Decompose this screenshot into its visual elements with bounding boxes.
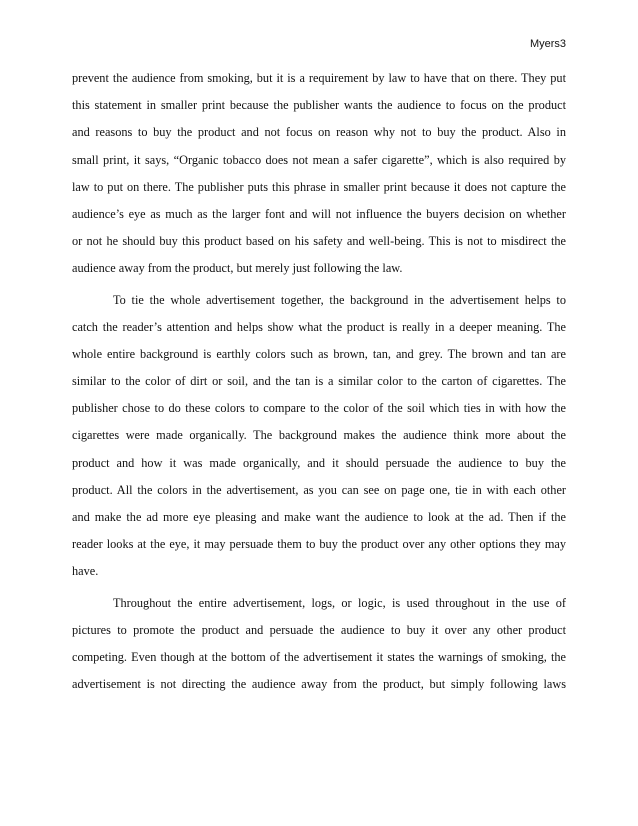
text-line: whole entire background is earthly colors such as brown, tan, and grey. The brown and tan are [72,346,566,361]
text-line: product. All the colors in the advertisement, as you can see on page one, tie in with each other [72,482,566,497]
text-line: or not he should buy this product based on his safety and well-being. This is not to misdirect the [72,234,566,249]
text-line: similar to the color of dirt or soil, and the tan is a similar color to the carton of cigarettes. The [72,374,566,389]
text-line: small print, it says, “Organic tobacco does not mean a safer cigarette”, which is also required by [72,152,566,167]
paragraph-3 [72,590,566,699]
text-line: have. [72,564,99,579]
text-line: and make the ad more eye pleasing and make want the audience to look at the ad. Then if the [72,510,566,524]
paragraph-1 [72,65,566,283]
text-line: publisher chose to do these colors to compare to the color of the soil which ties in with how the [72,401,566,416]
paragraph-2 [72,287,566,586]
text-line: audience away from the product, but merely just following the law. [72,261,403,276]
text-line: competing. Even though at the bottom of the advertisement it states the warnings of smoking, the [72,649,566,664]
text-line: catch the reader’s attention and helps show what the product is really in a deeper meaning. The [72,319,566,334]
text-line: prevent the audience from smoking, but it is a requirement by law to have that on there. They put [72,71,566,85]
text-line: law to put on there. The publisher puts this phrase in smaller print because it does not capture the [72,179,566,194]
text-line: reader looks at the eye, it may persuade them to buy the product over any other options they may [72,537,566,552]
text-line: Throughout the entire advertisement, logs, or logic, is used throughout in the use of [113,595,566,610]
text-line: cigarettes were made organically. The background makes the audience think more about the [72,428,566,443]
text-line: this statement in smaller print because the publisher wants the audience to focus on the product [72,98,566,113]
body-text [72,65,566,698]
text-line: product and how it was made organically, and it should persuade the audience to buy the [72,455,566,470]
text-line: and reasons to buy the product and not focus on reason why not to buy the product. Also in [72,125,566,140]
text-line: audience’s eye as much as the larger font and will not influence the buyers decision on whether [72,206,566,221]
text-line: To tie the whole advertisement together, the background in the advertisement helps to [113,292,566,307]
running-head: Myers3 [529,38,566,50]
text-line: pictures to promote the product and persuade the audience to buy it over any other product [72,622,566,637]
text-line: advertisement is not directing the audience away from the product, but simply following laws [72,677,566,692]
